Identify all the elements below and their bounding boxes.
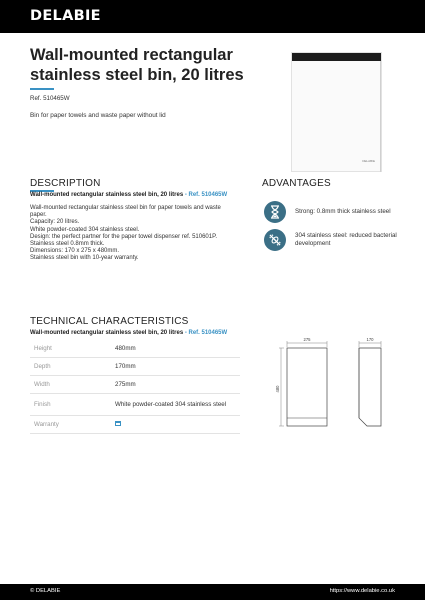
table-row (30, 416, 240, 434)
title-line-2: stainless steel bin, 20 litres (30, 66, 244, 84)
advantage-text: Strong: 0.8mm thick stainless steel (295, 208, 391, 215)
product-image (291, 52, 382, 172)
title-underline (30, 88, 54, 90)
advantage-item (264, 201, 415, 223)
description-line: Stainless steel bin with 10-year warranty. (30, 255, 139, 262)
description-line: Capacity: 20 litres. (30, 219, 80, 226)
page-title (30, 45, 250, 85)
width-dimension: 275 (303, 337, 311, 342)
description-line: Stainless steel 0.8mm thick. (30, 241, 105, 248)
spec-label: Width (34, 381, 50, 388)
spec-label: Height (34, 345, 52, 352)
technical-product-name: Wall-mounted rectangular stainless steel bin, 20 litres (30, 330, 184, 336)
hourglass-icon (264, 201, 286, 223)
spec-label: Warranty (34, 421, 59, 428)
table-row (30, 376, 240, 394)
spec-table (30, 340, 240, 434)
description-line: Design: the perfect partner for the paper towel dispenser ref. 510601P. (30, 233, 218, 240)
spec-value (115, 421, 240, 429)
product-subtitle: Bin for paper towels and waste paper without lid (30, 112, 166, 119)
warranty-icon (115, 421, 121, 426)
title-line-1: Wall-mounted rectangular (30, 46, 233, 64)
technical-subheading (30, 330, 227, 336)
description-product-name: Wall-mounted rectangular stainless steel bin, 20 litres (30, 192, 184, 198)
description-line: White powder-coated 304 stainless steel. (30, 226, 140, 233)
footer-link[interactable]: https://www.delabie.co.uk (329, 588, 395, 594)
depth-dimension: 170 (366, 337, 374, 342)
table-row (30, 358, 240, 376)
footer-bar (0, 584, 425, 600)
no-bacteria-icon (264, 229, 286, 251)
advantage-text: 304 stainless steel: reduced bacterial development (295, 232, 397, 247)
spec-value: 170mm (115, 362, 136, 370)
advantages-heading: ADVANTAGES (262, 178, 331, 189)
spec-label: Depth (34, 363, 51, 370)
product-ref: Ref. 510465W (30, 95, 70, 102)
footer-copyright: © DELABIE (30, 588, 61, 594)
description-line: Wall-mounted rectangular stainless steel bin for paper towels and waste (30, 205, 221, 211)
technical-product-ref: - Ref. 510465W (184, 330, 228, 336)
spec-value: 480mm (115, 344, 136, 352)
technical-heading: TECHNICAL CHARACTERISTICS (30, 316, 189, 327)
description-line: paper. (30, 212, 47, 219)
description-subheading (30, 192, 227, 198)
table-row (30, 394, 240, 416)
advantage-item (264, 229, 415, 251)
table-row (30, 340, 240, 358)
spec-value: White powder-coated 304 stainless steel (115, 400, 227, 408)
bin-side-edge (380, 61, 381, 172)
technical-drawing (275, 335, 395, 435)
height-dimension: 480 (275, 385, 280, 393)
description-heading: DESCRIPTION (30, 178, 101, 189)
brand-logo[interactable]: DELABIE (30, 8, 101, 24)
bin-opening (292, 53, 381, 61)
spec-label: Finish (34, 401, 51, 408)
description-product-ref: - Ref. 510465W (184, 192, 228, 198)
description-text (30, 205, 240, 263)
bin-logo-mark: DELABIE (362, 159, 375, 163)
header-bar (0, 0, 425, 33)
description-line: Dimensions: 170 x 275 x 480mm. (30, 248, 120, 255)
spec-value: 275mm (115, 380, 136, 388)
